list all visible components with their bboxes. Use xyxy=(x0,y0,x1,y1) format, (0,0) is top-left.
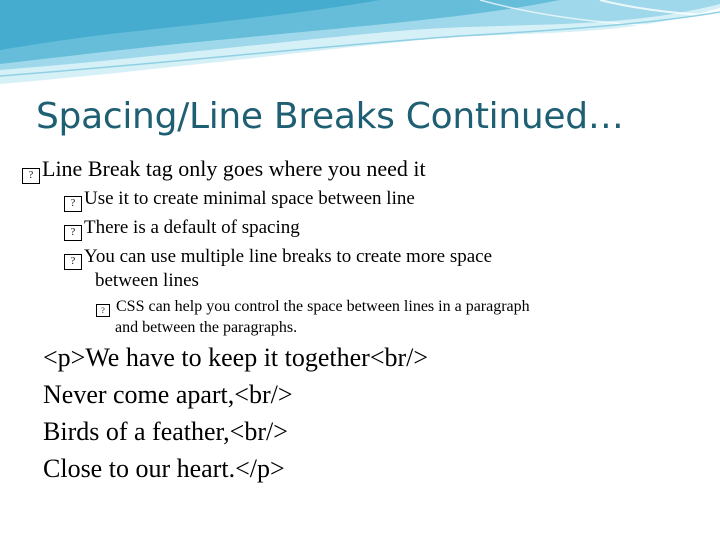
code-line: <p>We have to keep it together<br/> xyxy=(43,343,429,372)
missing-glyph-bullet-icon: ? xyxy=(22,168,40,184)
bullet-level3-item xyxy=(96,298,530,317)
missing-glyph-bullet-icon: ? xyxy=(96,304,110,317)
missing-glyph-bullet-icon: ? xyxy=(64,254,82,270)
slide-title: Spacing/Line Breaks Continued… xyxy=(36,96,624,137)
code-line: Never come apart,<br/> xyxy=(43,380,293,409)
bullet-level2-text: Use it to create minimal space between line xyxy=(84,188,415,209)
code-line: Birds of a feather,<br/> xyxy=(43,417,288,446)
bullet-level2-item xyxy=(64,188,415,212)
header-wave-decoration xyxy=(0,0,720,110)
code-line: Close to our heart.</p> xyxy=(43,454,285,483)
bullet-level3-text: CSS can help you control the space between lines in a paragraph xyxy=(116,298,530,315)
bullet-level2-item xyxy=(64,217,300,241)
bullet-level2-text: There is a default of spacing xyxy=(84,217,300,238)
bullet-level1 xyxy=(22,156,426,184)
missing-glyph-bullet-icon: ? xyxy=(64,225,82,241)
bullet-level2-continuation: between lines xyxy=(95,270,199,291)
bullet-level3-continuation: and between the paragraphs. xyxy=(115,319,298,336)
bullet-level1-text: Line Break tag only goes where you need it xyxy=(42,156,426,181)
bullet-level2-item xyxy=(64,246,492,270)
missing-glyph-bullet-icon: ? xyxy=(64,196,82,212)
bullet-level2-text: You can use multiple line breaks to create more space xyxy=(84,246,493,267)
